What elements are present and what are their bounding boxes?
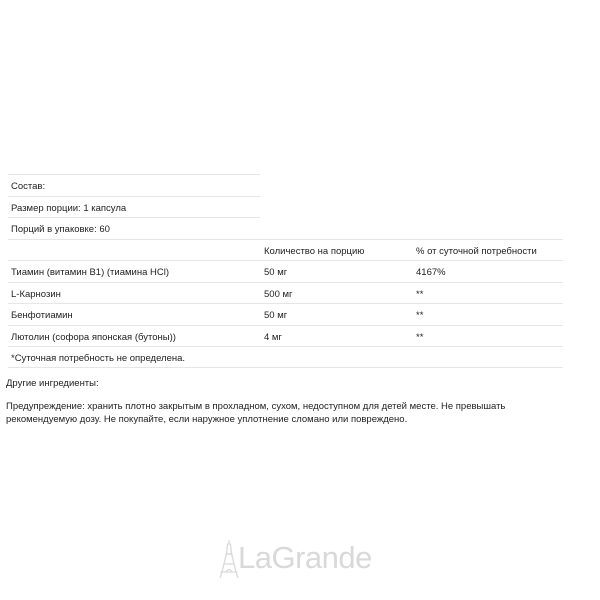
other-ingredients-heading: Другие ингредиенты: <box>6 378 99 389</box>
warning-text: Предупреждение: хранить плотно закрытым в прохладном, сухом, недоступном для детей месте. Не превышать рекомендуемую дозу. Не покупайте, если наружное уплотнение сломано или повреждено. <box>6 401 506 425</box>
table-row <box>8 303 563 325</box>
amount-per-serving-header: Количество на порцию <box>264 245 365 257</box>
ingredient-daily-value: ** <box>416 288 424 300</box>
table-row <box>8 282 563 304</box>
ingredient-amount: 4 мг <box>264 331 282 343</box>
ingredient-amount: 50 мг <box>264 310 288 321</box>
ingredient-daily-value: 4167% <box>416 267 446 278</box>
table-row-serving-size <box>8 196 260 218</box>
table-header-row <box>8 239 563 261</box>
ingredient-name: Лютолин (софора японская (бутоны)) <box>11 331 176 343</box>
eiffel-tower-icon <box>219 539 239 579</box>
serving-size-label: Размер порции: 1 капсула <box>11 202 127 214</box>
servings-per-container-label: Порций в упаковке: 60 <box>11 224 110 235</box>
table-row <box>8 260 563 282</box>
watermark-text: LaGrande <box>238 540 372 575</box>
table-row-composition <box>8 174 260 196</box>
ingredient-name: Тиамин (витамин B1) (тиамина HCl) <box>11 267 169 278</box>
daily-value-header: % от суточной потребности <box>416 245 537 257</box>
ingredient-name: Бенфотиамин <box>11 310 73 321</box>
footnote-text: *Суточная потребность не определена. <box>11 353 186 364</box>
supplement-facts-table <box>8 174 563 368</box>
ingredient-amount: 50 мг <box>264 267 288 278</box>
ingredient-daily-value: ** <box>416 310 424 321</box>
composition-label: Состав: <box>11 181 46 192</box>
ingredient-name: L-Карнозин <box>11 288 61 300</box>
ingredient-amount: 500 мг <box>264 288 293 300</box>
table-row-footnote <box>8 346 563 368</box>
table-row-servings-per-container <box>8 217 260 239</box>
ingredient-daily-value: ** <box>416 331 424 343</box>
table-row <box>8 325 563 347</box>
